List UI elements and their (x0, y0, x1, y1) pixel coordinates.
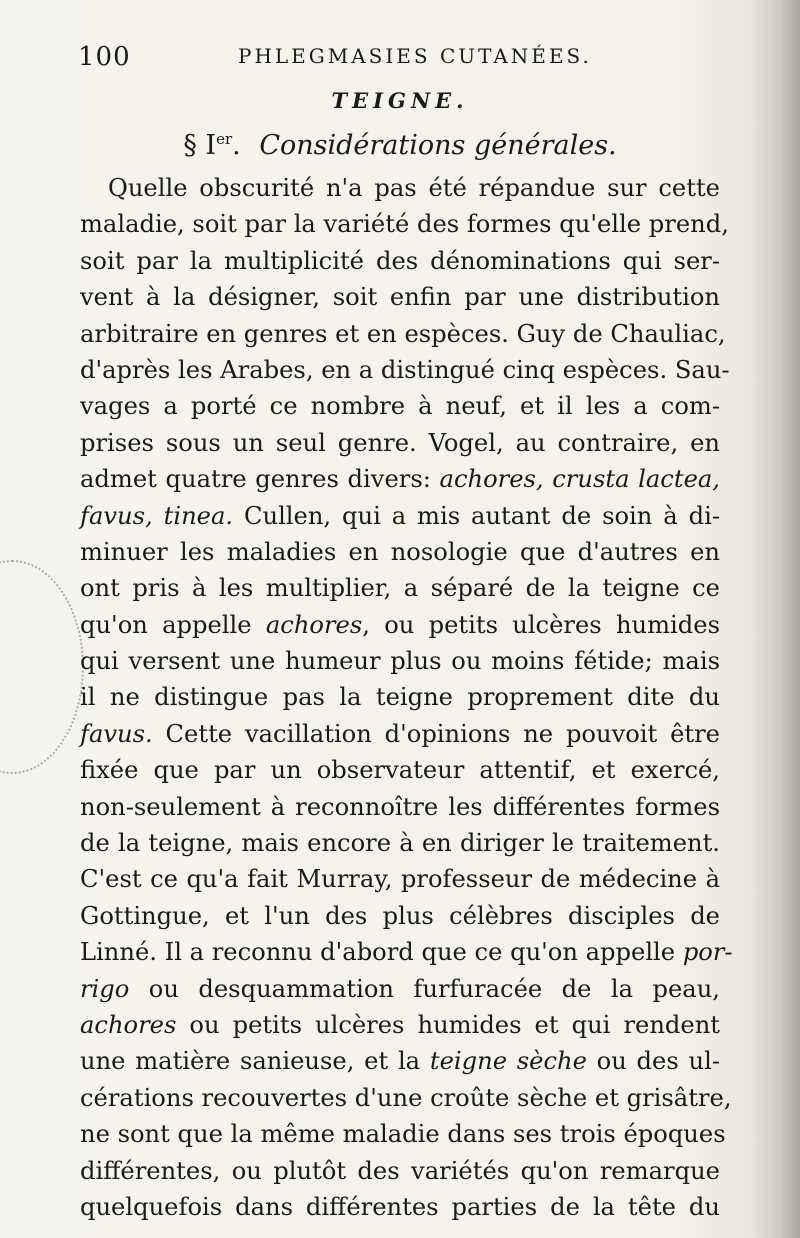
running-title: PHLEGMASIES CUTANÉES. (238, 44, 592, 68)
text-line (80, 1189, 720, 1225)
italic-term: favus. (80, 719, 153, 748)
text-run: Cette vacillation d'opinions ne pouvoit être (152, 719, 720, 748)
text-run: cérations recouvertes d'une croûte sèche et grisâtre, (80, 1083, 732, 1112)
text-run: non-seulement à reconnoître les différentes formes (80, 792, 720, 821)
italic-term: achores (80, 1010, 177, 1039)
text-run: vent à la désigner, soit enfin par une distribution (80, 283, 720, 312)
text-run: admet quatre genres divers: (80, 465, 440, 494)
text-run: Cullen, qui a mis autant de soin à di- (233, 501, 720, 530)
text-line (80, 1153, 720, 1189)
text-line (80, 716, 720, 752)
text-line (80, 825, 720, 861)
text-line (80, 243, 720, 279)
text-run: C'est ce qu'a fait Murray, professeur de médecine à (80, 865, 720, 894)
text-line (80, 643, 720, 679)
text-line (80, 1043, 720, 1079)
text-run: ou desquammation furfuracée de la peau, (129, 974, 720, 1003)
text-run: d'après les Arabes, en a distingué cinq espèces. Sau- (80, 355, 730, 384)
text-line (80, 316, 726, 352)
page-edge-shadow (752, 0, 800, 1238)
text-line (80, 934, 733, 970)
text-run: qu'on appelle (80, 610, 266, 639)
subsection-heading (0, 130, 800, 161)
text-line (80, 861, 720, 897)
italic-term: rigo (80, 974, 130, 1003)
text-run: arbitraire en genres et en espèces. Guy de Chauliac, (80, 319, 726, 348)
text-line (80, 170, 720, 206)
italic-term: teigne sèche (429, 1047, 587, 1076)
italic-term: favus, tinea. (80, 501, 234, 530)
text-line (80, 461, 720, 497)
library-stamp (0, 560, 84, 774)
text-line (80, 352, 730, 388)
text-run: prises sous un seul genre. Vogel, au contraire, en (80, 428, 720, 457)
body-text (80, 170, 733, 1225)
text-run: qui versent une humeur plus ou moins fétide; mais (80, 647, 720, 676)
text-run: ou petits ulcères humides et qui rendent (176, 1010, 720, 1039)
text-line (80, 425, 720, 461)
text-run: vages a porté ce nombre à neuf, et il les a com- (80, 392, 720, 421)
text-run: fixée que par un observateur attentif, et exercé, (80, 756, 720, 785)
text-run: Quelle obscurité n'a pas été répandue sur cette (108, 174, 720, 202)
text-run: ont pris à les multiplier, a séparé de la teigne ce (80, 574, 720, 603)
text-run: différentes, ou plutôt des variétés qu'on remarque (80, 1156, 720, 1185)
text-line (80, 752, 720, 788)
text-run: ou des ul- (586, 1047, 721, 1076)
text-run: de la teigne, mais encore à en diriger le traitement. (80, 829, 720, 858)
subsection-number: § Ier. (183, 130, 241, 161)
italic-term: por- (682, 938, 733, 967)
text-run: Gottingue, et l'un des plus célèbres disciples de (80, 901, 720, 930)
text-line (80, 534, 720, 570)
text-line (80, 498, 720, 534)
text-line (80, 206, 729, 242)
text-line (80, 971, 720, 1007)
text-line (80, 1007, 720, 1043)
text-run: une matière sanieuse, et la (80, 1047, 430, 1076)
text-line (80, 570, 720, 606)
section-heading: TEIGNE. (331, 88, 469, 113)
text-line (80, 607, 720, 643)
text-line (80, 279, 720, 315)
text-run: il ne distingue pas la teigne proprement dite du (80, 683, 720, 712)
page-number: 100 (78, 42, 131, 72)
italic-term: achores (265, 610, 363, 639)
text-run: , ou petits ulcères humides (362, 610, 721, 639)
text-line (80, 679, 720, 715)
subsection-title: Considérations générales. (259, 130, 617, 161)
text-line (80, 1116, 726, 1152)
text-run: Linné. Il a reconnu d'abord que ce qu'on appelle (80, 938, 683, 967)
text-run: maladie, soit par la variété des formes qu'elle prend, (80, 210, 729, 239)
text-run: quelquefois dans différentes parties de la tête du (80, 1192, 720, 1221)
text-line (80, 789, 720, 825)
text-run: soit par la multiplicité des dénominations qui ser- (80, 246, 720, 275)
subsection-number-sup: er (216, 130, 233, 148)
text-line (80, 898, 720, 934)
text-run: minuer les maladies en nosologie que d'autres en (80, 537, 720, 566)
text-line (80, 388, 720, 424)
subsection-number-text: § I (183, 130, 217, 161)
text-line (80, 1080, 732, 1116)
page-header (78, 36, 718, 76)
italic-term: achores, crusta lactea, (439, 465, 720, 494)
text-run: ne sont que la même maladie dans ses trois époques (80, 1120, 726, 1149)
